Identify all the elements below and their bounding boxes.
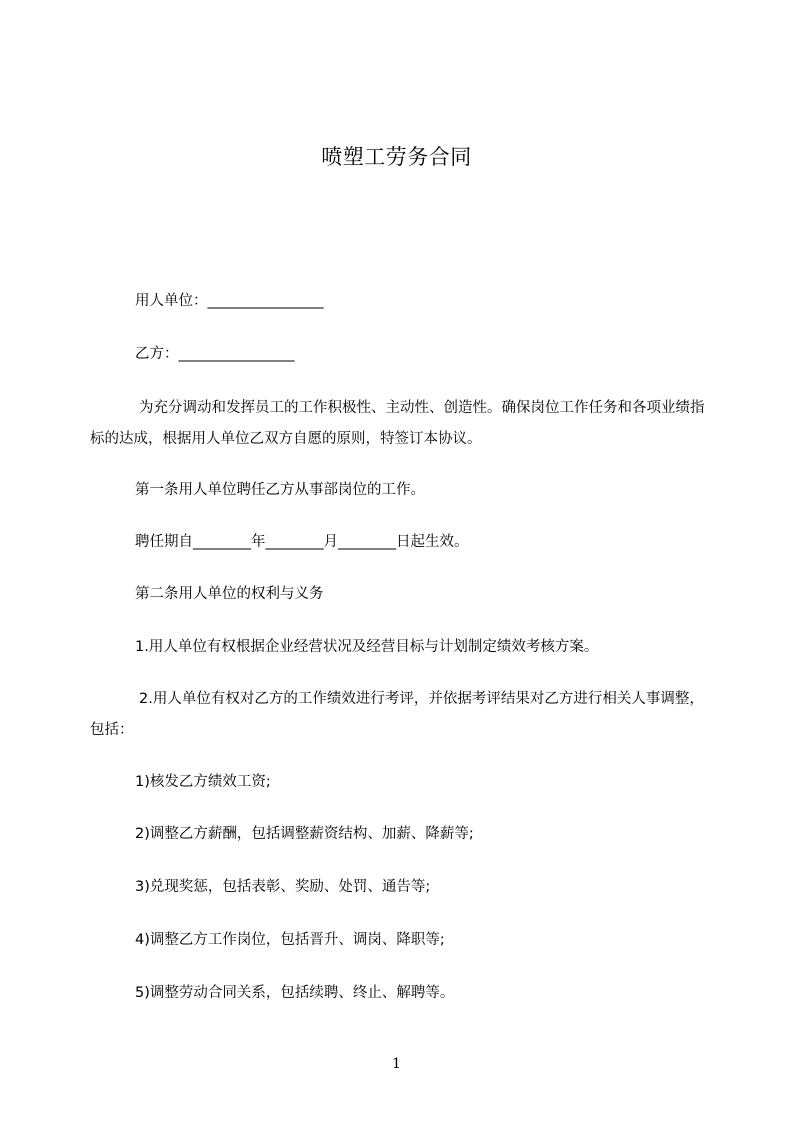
party-b-line: 乙方：________________ (135, 346, 295, 362)
article-1: 第一条用人单位聘任乙方从事部岗位的工作。 (135, 482, 425, 498)
page-number: 1 (392, 1056, 401, 1072)
sub-item-1: 1)核发乙方绩效工资; (135, 774, 271, 790)
sub-item-5: 5)调整劳动合同关系，包括续聘、终止、解聘等。 (135, 985, 455, 1001)
article-2-item-1: 1.用人单位有权根据企业经营状况及经营目标与计划制定绩效考核方案。 (135, 639, 599, 655)
intro-text: 为充分调动和发挥员工的工作积极性、主动性、创造性。确保岗位工作任务和各项业绩指标的达成，根据用人单位乙双方自愿的原则，特签订本协议。 (90, 400, 705, 447)
document-title: 喷塑工劳务合同 (321, 145, 472, 169)
sub-item-3: 3)兑现奖惩，包括表彰、奖励、处罚、通告等; (135, 879, 431, 895)
article-2-title: 第二条用人单位的权利与义务 (135, 586, 324, 602)
employer-line: 用人单位：________________ (135, 293, 324, 309)
term-line: 聘任期自________年________月________日起生效。 (135, 534, 469, 550)
item-2-text: 2.用人单位有权对乙方的工作绩效进行考评，并依据考评结果对乙方进行相关人事调整，包括： (90, 691, 704, 738)
sub-item-2: 2)调整乙方薪酬，包括调整薪资结构、加薪、降薪等; (135, 826, 474, 842)
intro-paragraph (90, 393, 712, 455)
article-2-item-2 (90, 684, 712, 746)
sub-item-4: 4)调整乙方工作岗位，包括晋升、调岗、降职等; (135, 932, 445, 948)
